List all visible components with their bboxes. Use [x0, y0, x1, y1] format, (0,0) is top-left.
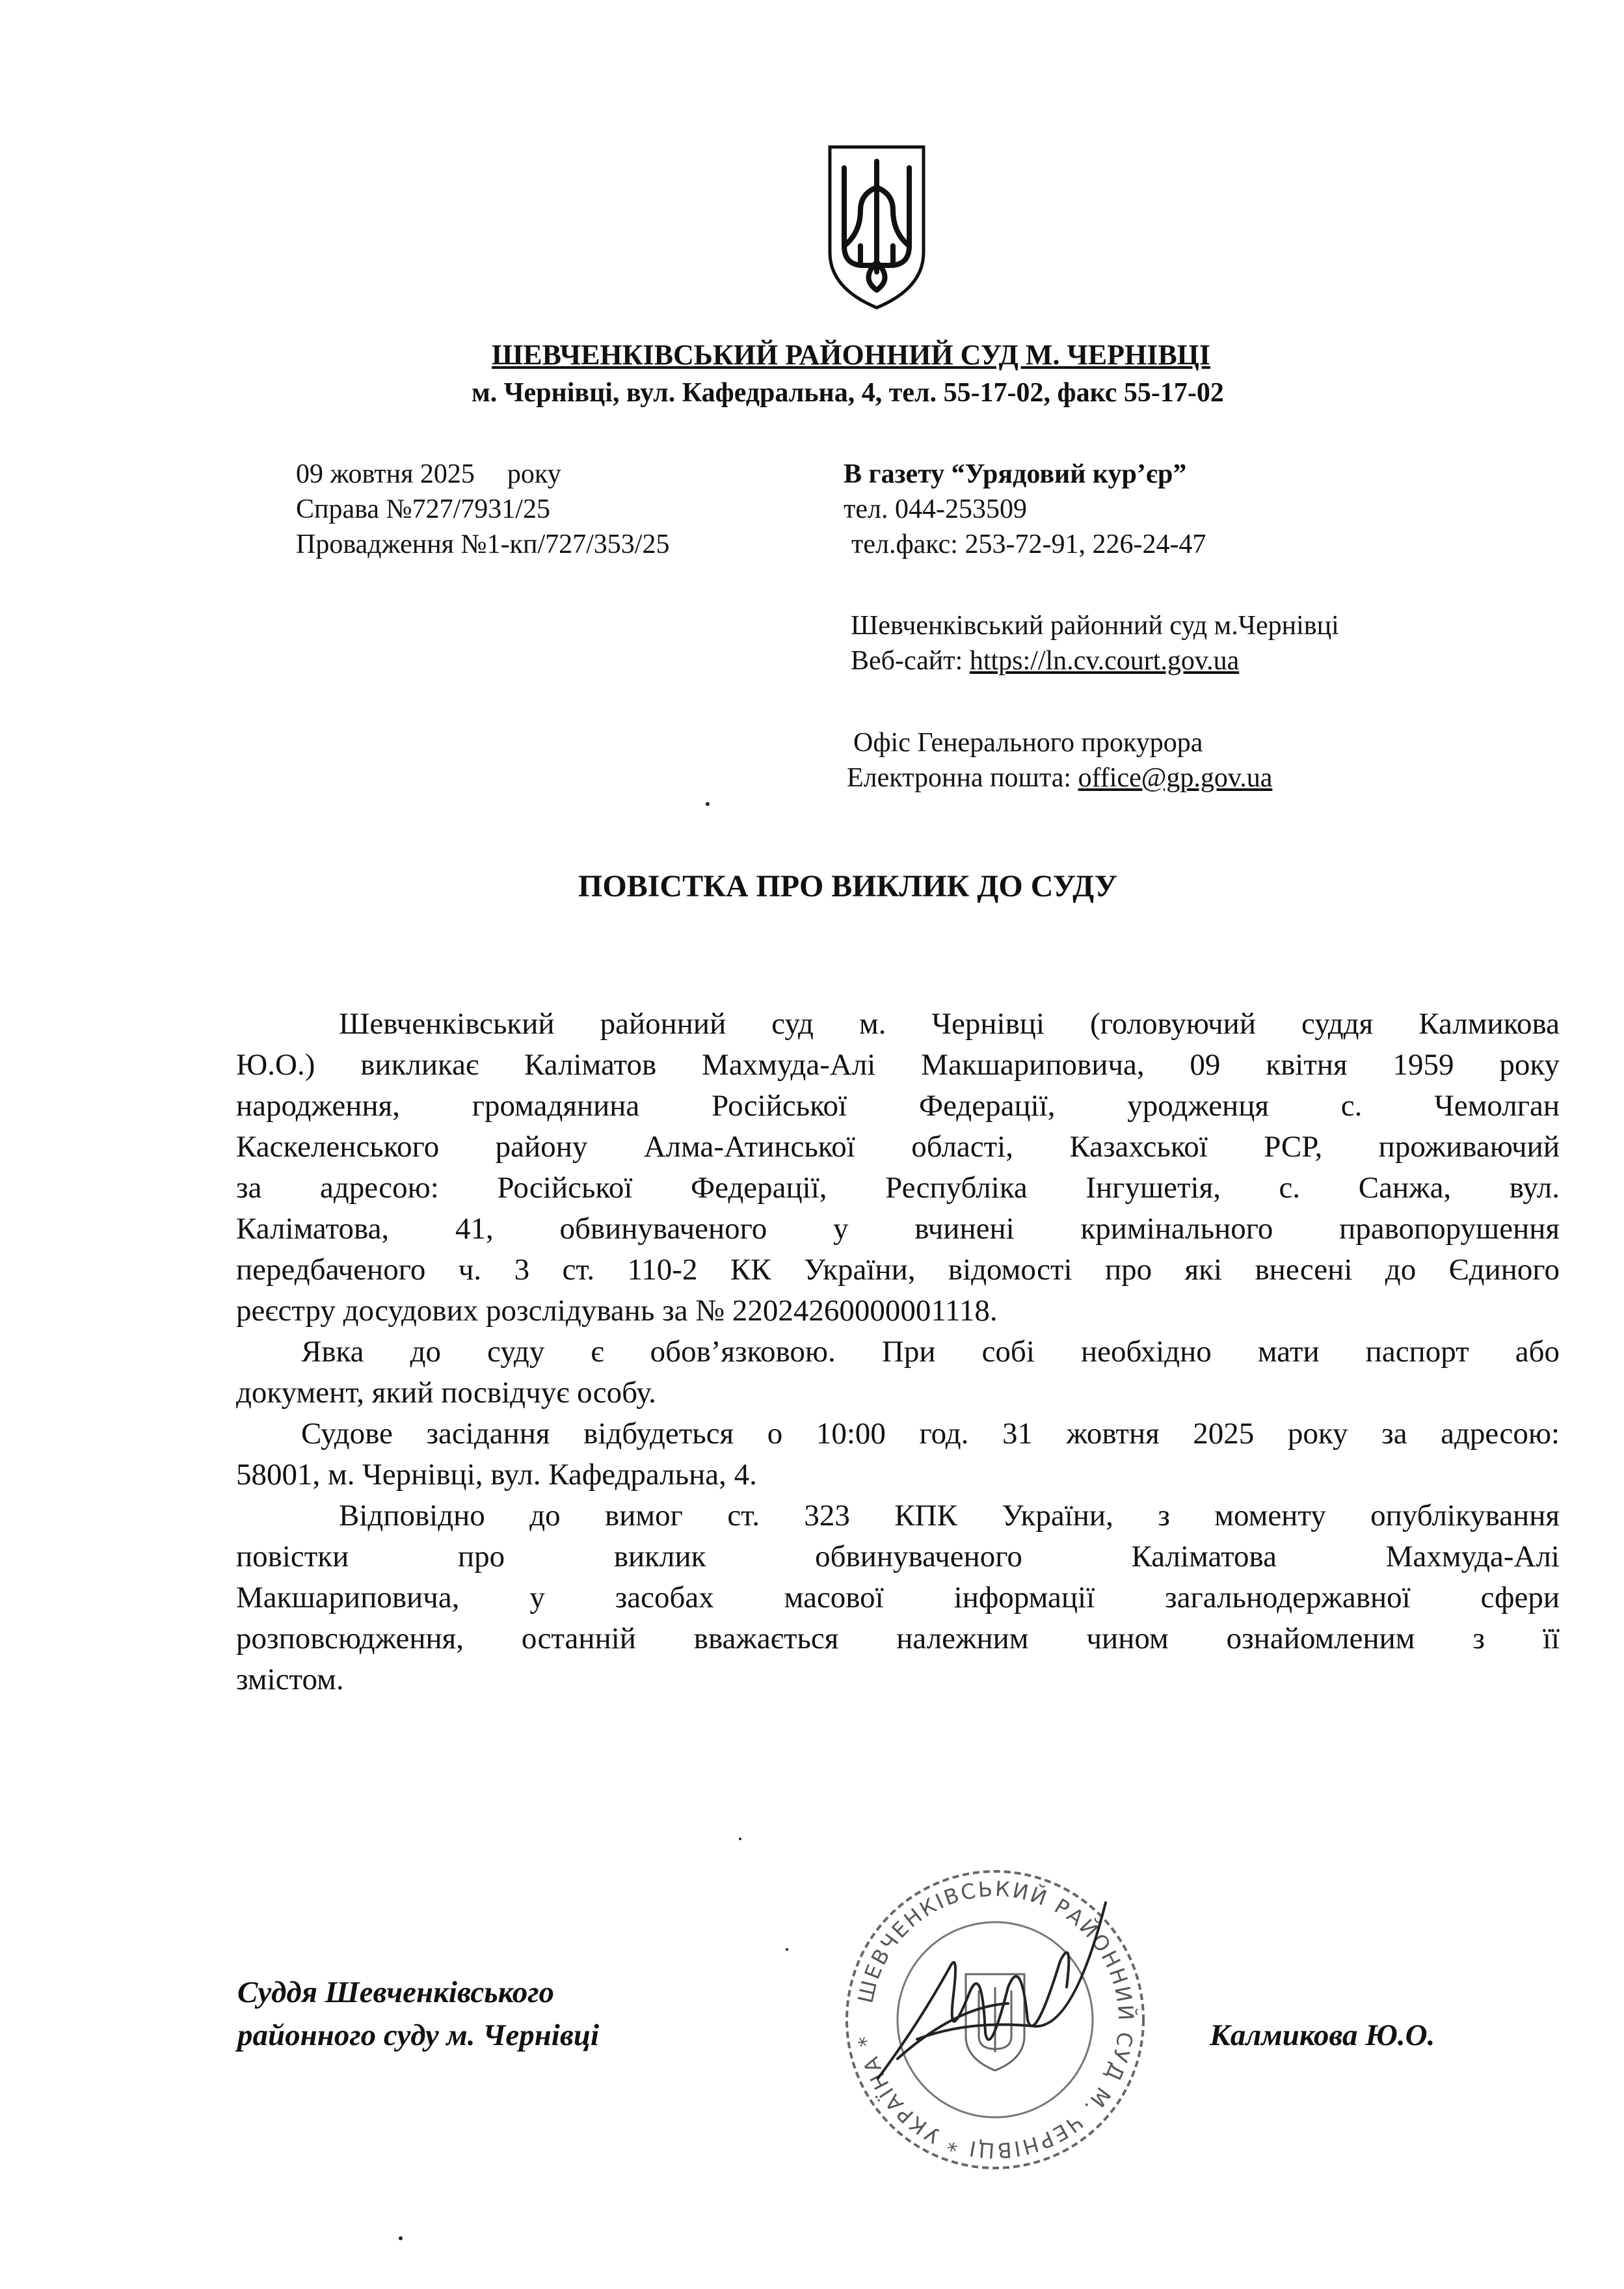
- website-label: Веб-сайт:: [851, 646, 963, 676]
- email-link[interactable]: office@gp.gov.ua: [1078, 763, 1273, 793]
- paragraph-line: Ю.О.) викликає Каліматов Махмуда-Алі Макшариповича, 09 квітня 1959 року: [236, 1048, 1560, 1082]
- website-link[interactable]: https://ln.cv.court.gov.ua: [969, 646, 1240, 676]
- judge-name: Калмикова Ю.О.: [1210, 2018, 1435, 2052]
- paragraph-hearing: [236, 1413, 1560, 1495]
- paragraph-line: Явка до суду є обов’язковою. При собі необхідно мати паспорт або: [301, 1335, 1560, 1369]
- paragraph-attendance: [236, 1332, 1560, 1413]
- prosecutor-office: Офіс Генерального прокурора: [853, 728, 1203, 758]
- paragraph-line: Макшариповича, у засобах масової інформації загальнодержавної сфери: [236, 1581, 1560, 1614]
- paragraph-line: за адресою: Російської Федерації, Республіка Інгушетія, с. Санжа, вул.: [236, 1171, 1560, 1205]
- recipient-fax: тел.факс: 253-72-91, 226-24-47: [851, 529, 1206, 559]
- paragraph-line: 58001, м. Чернівці, вул. Кафедральна, 4.: [236, 1458, 757, 1492]
- paragraph-summons: [236, 1004, 1560, 1332]
- paragraph-line: Каскеленського району Алма-Атинської області, Казахської РСР, проживаючий: [236, 1130, 1560, 1164]
- paragraph-line: реєстру досудових розслідувань за № 22024260000001118.: [236, 1294, 998, 1328]
- paragraph-line: Каліматова, 41, обвинуваченого у вчинені кримінального правопорушення: [236, 1212, 1560, 1246]
- paragraph-line: народження, громадянина Російської Федерації, уродженця с. Чемолган: [236, 1089, 1560, 1123]
- recipient-newspaper: В газету “Урядовий кур’єр”: [844, 459, 1187, 489]
- court-address: м. Чернівці, вул. Кафедральна, 4, тел. 55-17-02, факс 55-17-02: [472, 378, 1224, 408]
- judge-position-line1: Суддя Шевченківського: [237, 1975, 555, 2009]
- court-short-name: Шевченківський районний суд м.Чернівці: [851, 611, 1339, 641]
- paragraph-line: Шевченківський районний суд м. Чернівці (головуючий суддя Калмикова: [339, 1007, 1560, 1041]
- paragraph-line: Судове засідання відбудеться о 10:00 год. 31 жовтня 2025 року за адресою:: [301, 1417, 1560, 1451]
- paragraph-line: змістом.: [236, 1663, 344, 1696]
- judge-position-line2: районного суду м. Чернівці: [237, 2018, 600, 2052]
- prosecutor-contact: [847, 725, 1273, 796]
- court-seal-icon: [839, 1864, 1151, 2176]
- document-date-suffix: року: [507, 459, 561, 489]
- document-title: ПОВІСТКА ПРО ВИКЛИК ДО СУДУ: [578, 869, 1117, 904]
- meta-left: [296, 457, 669, 562]
- judge-position: [237, 1971, 599, 2057]
- document-date: 09 жовтня 2025: [296, 459, 475, 489]
- paragraph-line: документ, який посвідчує особу.: [236, 1376, 656, 1410]
- email-label: Електронна пошта:: [847, 763, 1072, 793]
- court-contact: [851, 608, 1339, 678]
- paragraph-line: розповсюдження, останній вважається належним чином ознайомленим з її: [236, 1622, 1560, 1655]
- coat-of-arms-icon: [825, 142, 929, 311]
- meta-right: [844, 457, 1206, 562]
- paragraph-publication: [236, 1495, 1560, 1700]
- paragraph-line: передбаченого ч. 3 ст. 110-2 КК України, відомості про які внесені до Єдиного: [236, 1253, 1560, 1287]
- case-number: Справа №727/7931/25: [296, 494, 550, 524]
- court-name: ШЕВЧЕНКІВСЬКИЙ РАЙОННИЙ СУД М. ЧЕРНІВЦІ: [491, 339, 1211, 371]
- paragraph-line: повістки про виклик обвинуваченого Каліматова Махмуда-Алі: [236, 1540, 1560, 1573]
- recipient-phone: тел. 044-253509: [844, 494, 1027, 524]
- paragraph-line: Відповідно до вимог ст. 323 КПК України, з моменту опублікування: [339, 1499, 1560, 1533]
- seal-text: ШЕВЧЕНКІВСЬКИЙ РАЙОННИЙ СУД М. ЧЕРНІВЦІ * УКРАЇНА *: [853, 1876, 1139, 2163]
- proceeding-number: Провадження №1-кп/727/353/25: [296, 529, 670, 559]
